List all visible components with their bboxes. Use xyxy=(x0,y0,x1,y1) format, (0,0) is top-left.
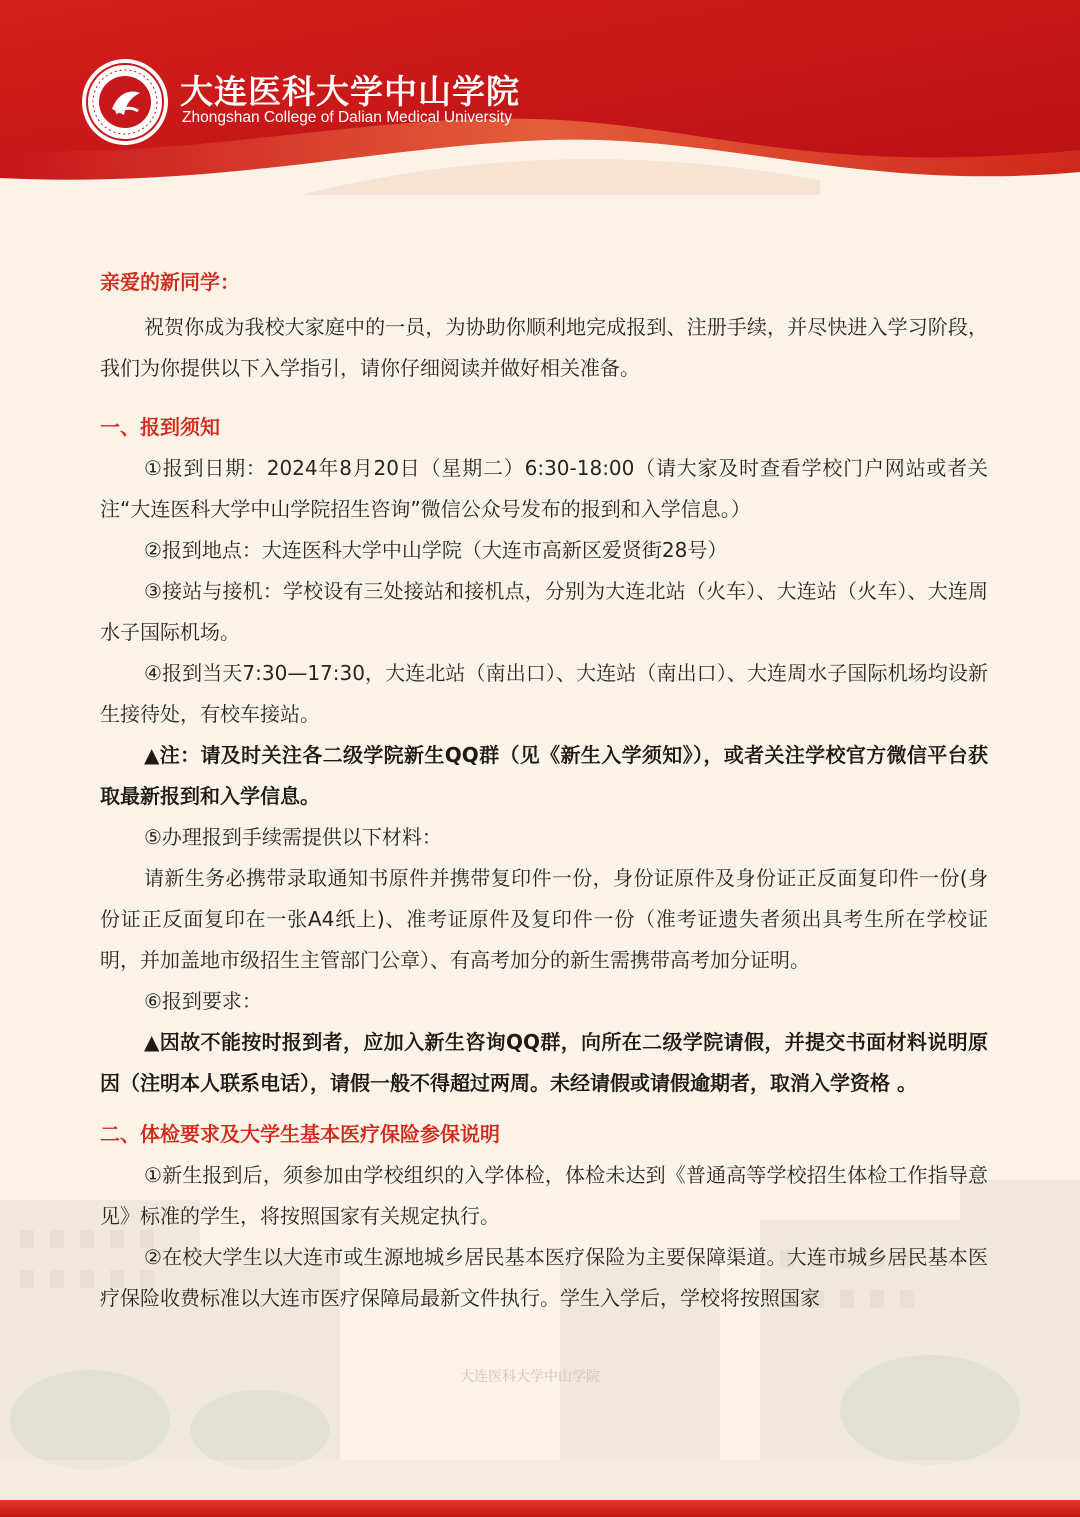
intro-paragraph: 祝贺你成为我校大家庭中的一员，为协助你顺利地完成报到、注册手续，并尽快进入学习阶段，我们为你提供以下入学指引，请你仔细阅读并做好相关准备。 xyxy=(100,315,988,380)
report-date-item: ①报到日期：2024年8月20日（星期二）6:30-18:00（请大家及时查看学校门户网站或者关注“大连医科大学中山学院招生咨询”微信公众号发布的报到和入学信息。） xyxy=(100,456,988,521)
watermark-text: 大连医科大学中山学院 xyxy=(460,1369,600,1385)
materials-title: ⑤办理报到手续需提供以下材料： xyxy=(144,825,442,849)
college-name-en: Zhongshan College of Dalian Medical University xyxy=(182,109,512,126)
pickup-item: ③接站与接机：学校设有三处接站和接机点，分别为大连北站（火车）、大连站（火车）、大连周水子国际机场。 xyxy=(100,579,988,644)
footer-strip xyxy=(0,1500,1080,1517)
header-banner xyxy=(0,0,1080,195)
report-location-item: ②报到地点：大连医科大学中山学院（大连市高新区爱贤街28号） xyxy=(144,538,728,562)
greeting: 亲爱的新同学： xyxy=(100,270,240,294)
materials-body: 请新生务必携带录取通知书原件并携带复印件一份，身份证原件及身份证正反面复印件一份(身份证正反面复印在一张A4纸上)、准考证原件及复印件一份（准考证遗失者须出具考生所在学校证明，并加盖地市级招生主管部门公章）、有高考加分的新生需携带高考加分证明。 xyxy=(100,866,988,972)
letter-body xyxy=(100,262,988,1319)
requirements-body: ▲因故不能按时报到者，应加入新生咨询QQ群，向所在二级学院请假，并提交书面材料说明原因（注明本人联系电话），请假一般不得超过两周。未经请假或请假逾期者，取消入学资格 。 xyxy=(100,1030,988,1095)
requirements-title: ⑥报到要求： xyxy=(144,989,262,1013)
note-paragraph: ▲注：请及时关注各二级学院新生QQ群（见《新生入学须知》），或者关注学校官方微信平台获取最新报到和入学信息。 xyxy=(100,743,988,808)
section-2-heading: 二、体检要求及大学生基本医疗保险参保说明 xyxy=(100,1122,500,1146)
health-check-item: ①新生报到后，须参加由学校组织的入学体检，体检未达到《普通高等学校招生体检工作指导意见》标准的学生，将按照国家有关规定执行。 xyxy=(100,1163,988,1228)
college-seal-icon xyxy=(80,57,170,147)
section-1-heading: 一、报到须知 xyxy=(100,415,220,439)
college-name-cn: 大连医科大学中山学院 xyxy=(180,72,520,111)
insurance-item: ②在校大学生以大连市或生源地城乡居民基本医疗保险为主要保障渠道。大连市城乡居民基本医疗保险收费标准以大连市医疗保障局最新文件执行。学生入学后，学校将按照国家 xyxy=(100,1245,988,1310)
reception-item: ④报到当天7:30—17:30，大连北站（南出口）、大连站（南出口）、大连周水子国际机场均设新生接待处，有校车接站。 xyxy=(100,661,988,726)
